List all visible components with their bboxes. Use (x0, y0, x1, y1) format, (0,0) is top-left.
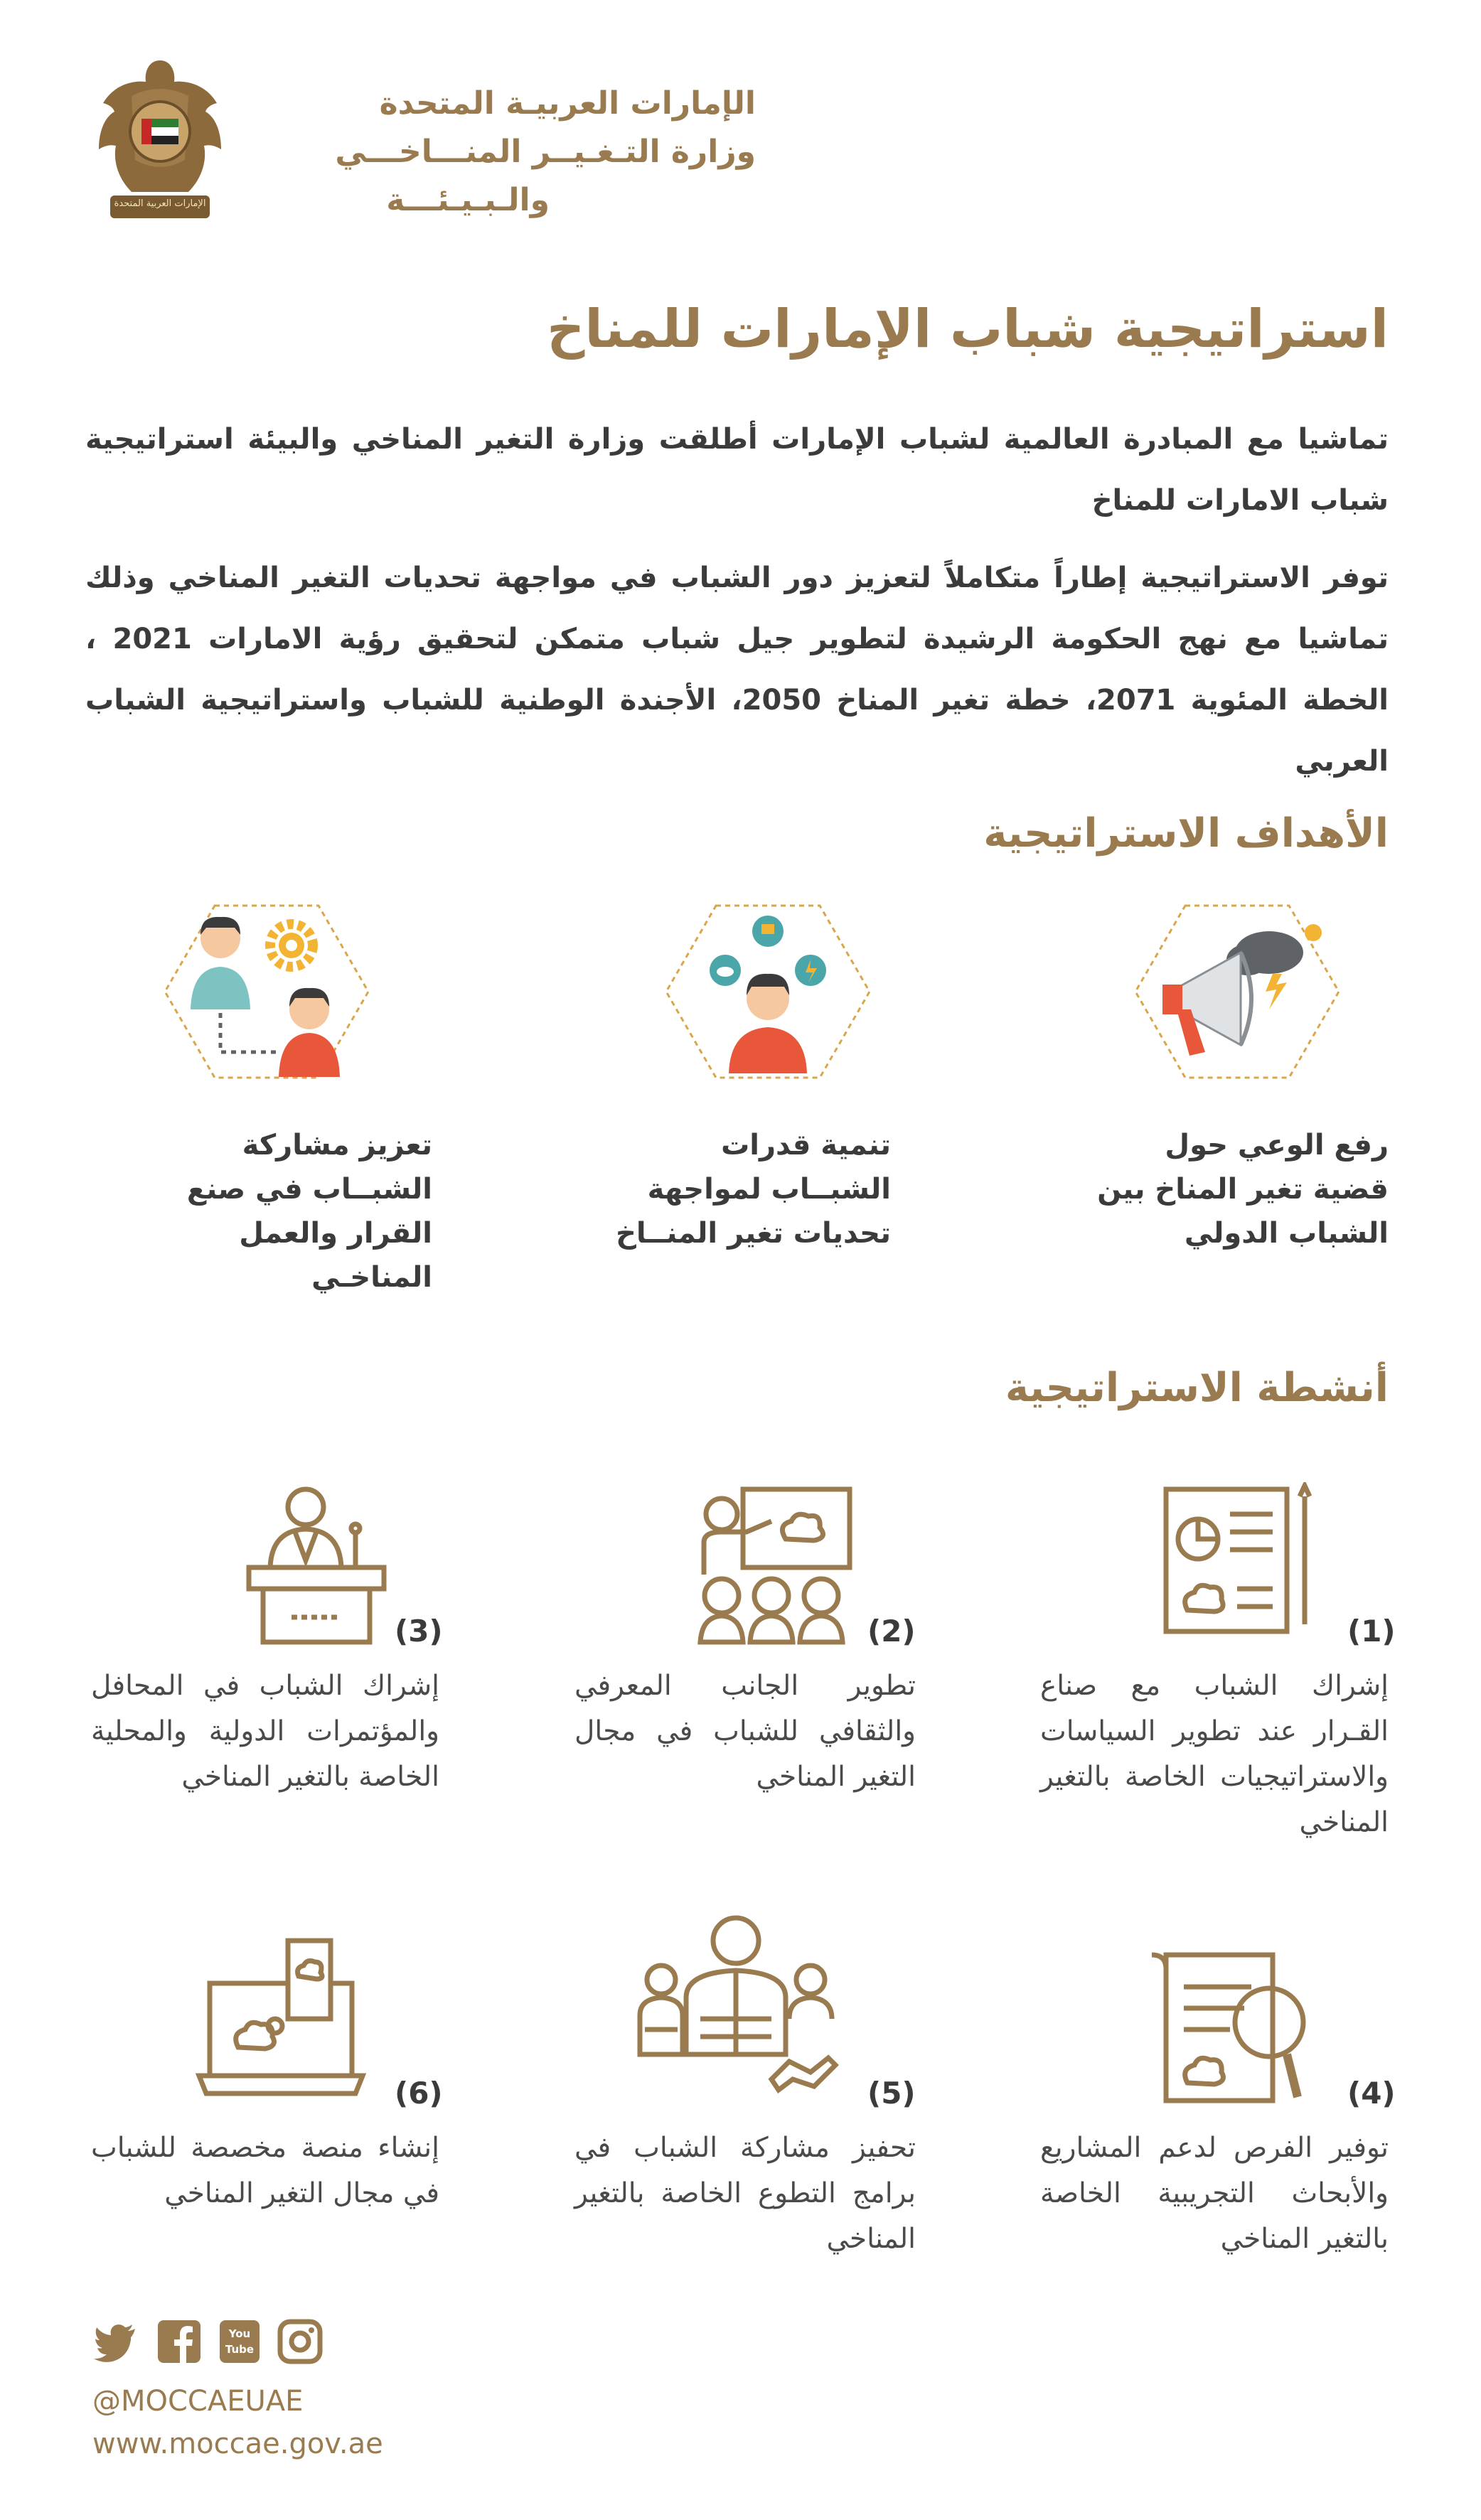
youth-capabilities-icon (665, 903, 871, 1081)
goal-text-awareness: رفع الوعي حول قضية تغير المناخ بين الشباب الدولي (1097, 1129, 1389, 1250)
goal-text-capabilities: تنمية قدرات الشبــاب لمواجهة تحديات تغير المنــاخ (616, 1129, 891, 1250)
activity-number-1: (1) (1347, 1614, 1396, 1648)
goal-icon-capabilities (665, 903, 871, 1081)
ministry-name-line2: وزارة التـغـيــر المنـــاخـــي (335, 134, 756, 170)
activity-icon-4 (1145, 1948, 1322, 2111)
research-scroll-icon (1145, 1948, 1322, 2111)
ministry-name-line1: الإمارات العربيـة المتحدة (379, 85, 756, 122)
volunteers-icon (629, 1912, 843, 2108)
podium-speaker-icon (235, 1482, 398, 1646)
page-title: استراتيجية شباب الإمارات للمناخ (547, 299, 1389, 360)
ministry-name-line3: والـبـيـئـــة (386, 182, 550, 218)
activity-number-2: (2) (867, 1614, 916, 1648)
activity-text-6: إنشاء منصة مخصصة للشباب في مجال التغير المناخي (91, 2132, 439, 2209)
activity-text-5: تحفيز مشاركة الشباب في برامج التطوع الخاصة بالتغير المناخي (574, 2132, 916, 2255)
activity-text-4: توفير الفرص لدعم المشاريع والأبحاث التجريبية الخاصة بالتغير المناخي (1040, 2132, 1389, 2255)
activity-icon-1 (1159, 1482, 1322, 1646)
goal-icon-participation (164, 903, 370, 1081)
policy-document-icon (1159, 1482, 1322, 1646)
intro-paragraph-1: تماشيا مع المبادرة العالمية لشباب الإمارات أطلقت وزارة التغير المناخي والبيئة استراتيجية شباب الامارات للمناخ (85, 423, 1389, 517)
twitter-icon[interactable] (92, 2319, 138, 2364)
activity-text-1: إشراك الشباب مع صناع القـرار عند تطوير السياسات والاستراتيجيات الخاصة بالتغير المناخي (1040, 1670, 1389, 1838)
activity-icon-5 (629, 1912, 843, 2108)
activity-text-3: إشراك الشباب في المحافل والمؤتمرات الدولية والمحلية الخاصة بالتغير المناخي (91, 1670, 439, 1793)
uae-emblem (89, 53, 231, 224)
activity-number-6: (6) (395, 2076, 443, 2111)
youth-participation-icon (164, 903, 370, 1081)
website-link[interactable]: www.moccae.gov.ae (92, 2428, 383, 2460)
activity-icon-3 (235, 1482, 398, 1646)
facebook-icon[interactable] (156, 2319, 202, 2364)
goal-icon-awareness (1134, 903, 1340, 1081)
social-handle[interactable]: @MOCCAEUAE (92, 2385, 304, 2418)
activities-heading: أنشطة الاستراتيجية (1005, 1365, 1389, 1411)
emblem-ribbon-text: الإمارات العربية المتحدة (114, 198, 206, 209)
goal-text-participation: تعزيز مشاركة الشبــاب في صنع القرار والعمل المناخـي (186, 1129, 432, 1294)
instagram-icon[interactable] (277, 2319, 323, 2364)
youtube-icon[interactable] (217, 2319, 262, 2364)
activity-icon-2 (693, 1482, 857, 1646)
presentation-icon (693, 1482, 857, 1646)
youtube-label: You Tube (225, 2327, 255, 2356)
activity-icon-6 (196, 1934, 373, 2104)
activity-text-2: تطوير الجانب المعرفي والثقافي للشباب في مجال التغير المناخي (574, 1670, 916, 1793)
activity-number-5: (5) (867, 2076, 916, 2111)
megaphone-cloud-icon (1134, 903, 1340, 1081)
intro-paragraph-2: توفر الاستراتيجية إطاراً متكاملاً لتعزيز دور الشباب في مواجهة تحديات التغير المناخي وذلك تماشيا مع نهج الحكومة الرشيدة لتطوير جيل شباب متمكن لتحقيق رؤية الامارات 2021 ، الخطة المئوية 2071، خطة تغير المناخ 2050، الأجندة الوطنية للشباب واستراتيجية الشباب العربي (85, 562, 1389, 778)
activity-number-3: (3) (395, 1614, 443, 1648)
activity-number-4: (4) (1347, 2076, 1396, 2111)
digital-platform-icon (196, 1934, 373, 2104)
goals-heading: الأهداف الاستراتيجية (983, 810, 1389, 857)
